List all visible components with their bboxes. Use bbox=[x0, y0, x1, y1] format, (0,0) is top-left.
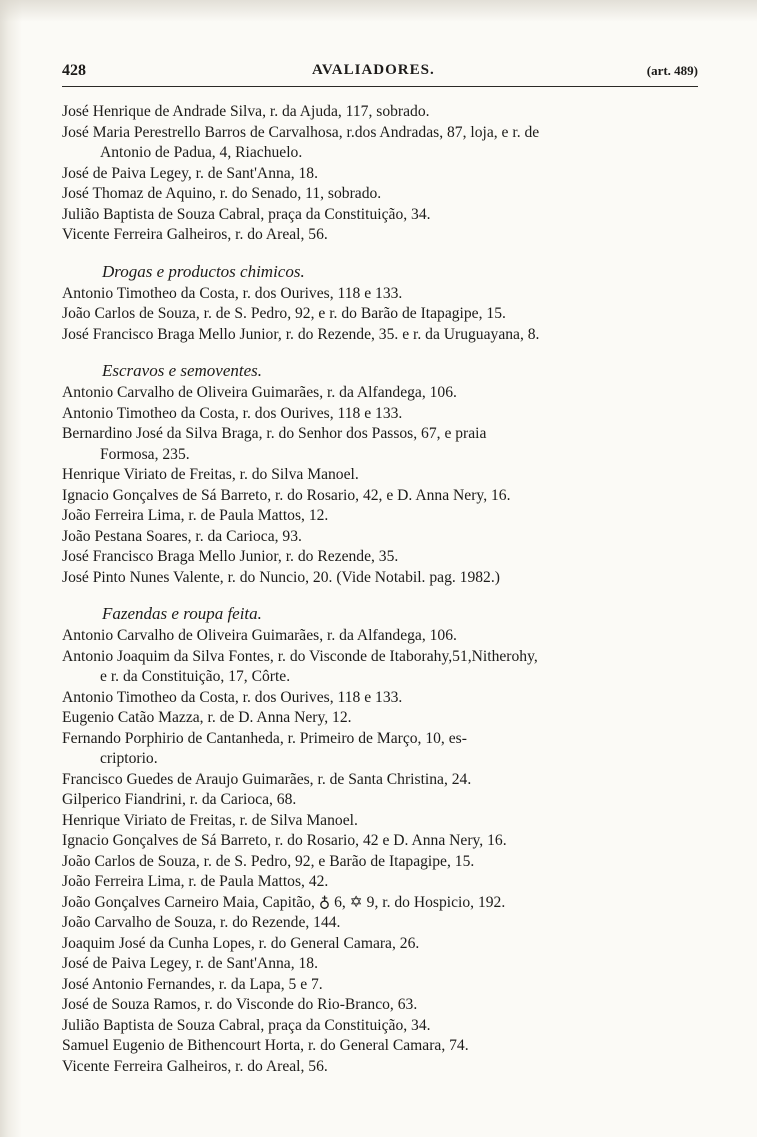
list-item: José Maria Perestrello Barros de Carvalhosa, r.dos Andradas, 87, loja, e r. de bbox=[62, 123, 540, 141]
list-item: José Francisco Braga Mello Junior, r. do Rezende, 35. bbox=[62, 548, 399, 565]
list-item: João Ferreira Lima, r. de Paula Mattos, 12. bbox=[62, 507, 329, 524]
list-item: Antonio Carvalho de Oliveira Guimarães, r. da Alfandega, 106. bbox=[62, 627, 457, 644]
section-heading: Drogas e productos chimicos. bbox=[102, 261, 305, 281]
section-escravos bbox=[62, 359, 702, 588]
list-item: João Carlos de Souza, r. de S. Pedro, 92, e r. do Barão de Itapagipe, 15. bbox=[62, 305, 506, 322]
list-item: João Carlos de Souza, r. de S. Pedro, 92, e Barão de Itapagipe, 15. bbox=[62, 852, 475, 870]
list-item: Vicente Ferreira Galheiros, r. do Areal, 56. bbox=[62, 226, 328, 243]
list-item: Gilperico Fiandrini, r. da Carioca, 68. bbox=[62, 791, 297, 808]
intro-list bbox=[62, 102, 702, 246]
list-item: Henrique Viriato de Freitas, r. do Silva Manoel. bbox=[62, 466, 359, 483]
running-title: AVALIADORES. bbox=[312, 62, 435, 78]
list-item: José de Souza Ramos, r. do Visconde do Rio-Branco, 63. bbox=[62, 996, 418, 1013]
list-item: Antonio Timotheo da Costa, r. dos Ourives, 118 e 133. bbox=[62, 688, 403, 706]
list-item: Antonio Joaquim da Silva Fontes, r. do Visconde de Itaborahy,51,Nitherohy, bbox=[62, 647, 538, 665]
list-item: Antonio Timotheo da Costa, r. dos Ourives, 118 e 133. bbox=[62, 404, 403, 422]
list-item: José Francisco Braga Mello Junior, r. do Rezende, 35. e r. da Uruguayana, 8. bbox=[62, 325, 540, 343]
list-item: José Pinto Nunes Valente, r. do Nuncio, 20. (Vide Notabil. pag. 1982.) bbox=[62, 568, 500, 586]
list-item-continuation: Formosa, 235. bbox=[100, 445, 190, 463]
list-item-continuation: Antonio de Padua, 4, Riachuelo. bbox=[100, 144, 303, 161]
section-fazendas bbox=[62, 602, 702, 1077]
list-item: Antonio Timotheo da Costa, r. dos Ourives, 118 e 133. bbox=[62, 284, 403, 302]
section-drogas bbox=[62, 260, 702, 346]
section-heading: Fazendas e roupa feita. bbox=[102, 604, 262, 623]
list-item: João Ferreira Lima, r. de Paula Mattos, 42. bbox=[62, 873, 329, 890]
article-reference: (art. 489) bbox=[646, 63, 698, 78]
list-item: Julião Baptista de Souza Cabral, praça da Constituição, 34. bbox=[62, 205, 431, 223]
list-item: João Carvalho de Souza, r. do Rezende, 144. bbox=[62, 914, 341, 931]
list-item: Joaquim José da Cunha Lopes, r. do General Camara, 26. bbox=[62, 934, 420, 952]
list-item: Bernardino José da Silva Braga, r. do Senhor dos Passos, 67, e praia bbox=[62, 425, 487, 442]
page-header bbox=[62, 62, 698, 87]
list-item: José de Paiva Legey, r. de Sant'Anna, 18. bbox=[62, 164, 319, 182]
list-item: Antonio Carvalho de Oliveira Guimarães, r. da Alfandega, 106. bbox=[62, 384, 457, 401]
page-number: 428 bbox=[62, 62, 86, 79]
list-item: Eugenio Catão Mazza, r. de D. Anna Nery, 12. bbox=[62, 709, 352, 726]
list-item: Henrique Viriato de Freitas, r. de Silva Manoel. bbox=[62, 811, 358, 829]
list-item-continuation: criptorio. bbox=[100, 750, 158, 767]
list-item: José de Paiva Legey, r. de Sant'Anna, 18. bbox=[62, 955, 319, 972]
page-top-shadow bbox=[0, 0, 757, 22]
list-item: Vicente Ferreira Galheiros, r. do Areal, 56. bbox=[62, 1057, 328, 1075]
list-item-continuation: e r. da Constituição, 17, Côrte. bbox=[100, 668, 291, 685]
page-body bbox=[62, 102, 702, 1077]
section-heading: Escravos e semoventes. bbox=[102, 361, 263, 380]
list-item: Samuel Eugenio de Bithencourt Horta, r. do General Camara, 74. bbox=[62, 1037, 469, 1054]
list-item: José Antonio Fernandes, r. da Lapa, 5 e 7. bbox=[62, 975, 323, 993]
list-item: Fernando Porphirio de Cantanheda, r. Primeiro de Março, 10, es- bbox=[62, 729, 467, 747]
list-item: João Pestana Soares, r. da Carioca, 93. bbox=[62, 527, 302, 545]
page-edge-shadow bbox=[0, 0, 22, 1137]
list-item: José Thomaz de Aquino, r. do Senado, 11, sobrado. bbox=[62, 185, 382, 202]
list-item: José Henrique de Andrade Silva, r. da Ajuda, 117, sobrado. bbox=[62, 103, 430, 120]
list-item: Ignacio Gonçalves de Sá Barreto, r. do Rosario, 42 e D. Anna Nery, 16. bbox=[62, 832, 507, 849]
list-item: Julião Baptista de Souza Cabral, praça da Constituição, 34. bbox=[62, 1016, 431, 1034]
list-item: Ignacio Gonçalves de Sá Barreto, r. do Rosario, 42, e D. Anna Nery, 16. bbox=[62, 486, 511, 504]
list-item: João Gonçalves Carneiro Maia, Capitão, ♁ 6, ✡ 9, r. do Hospicio, 192. bbox=[62, 893, 506, 911]
list-item: Francisco Guedes de Araujo Guimarães, r. de Santa Christina, 24. bbox=[62, 770, 472, 788]
